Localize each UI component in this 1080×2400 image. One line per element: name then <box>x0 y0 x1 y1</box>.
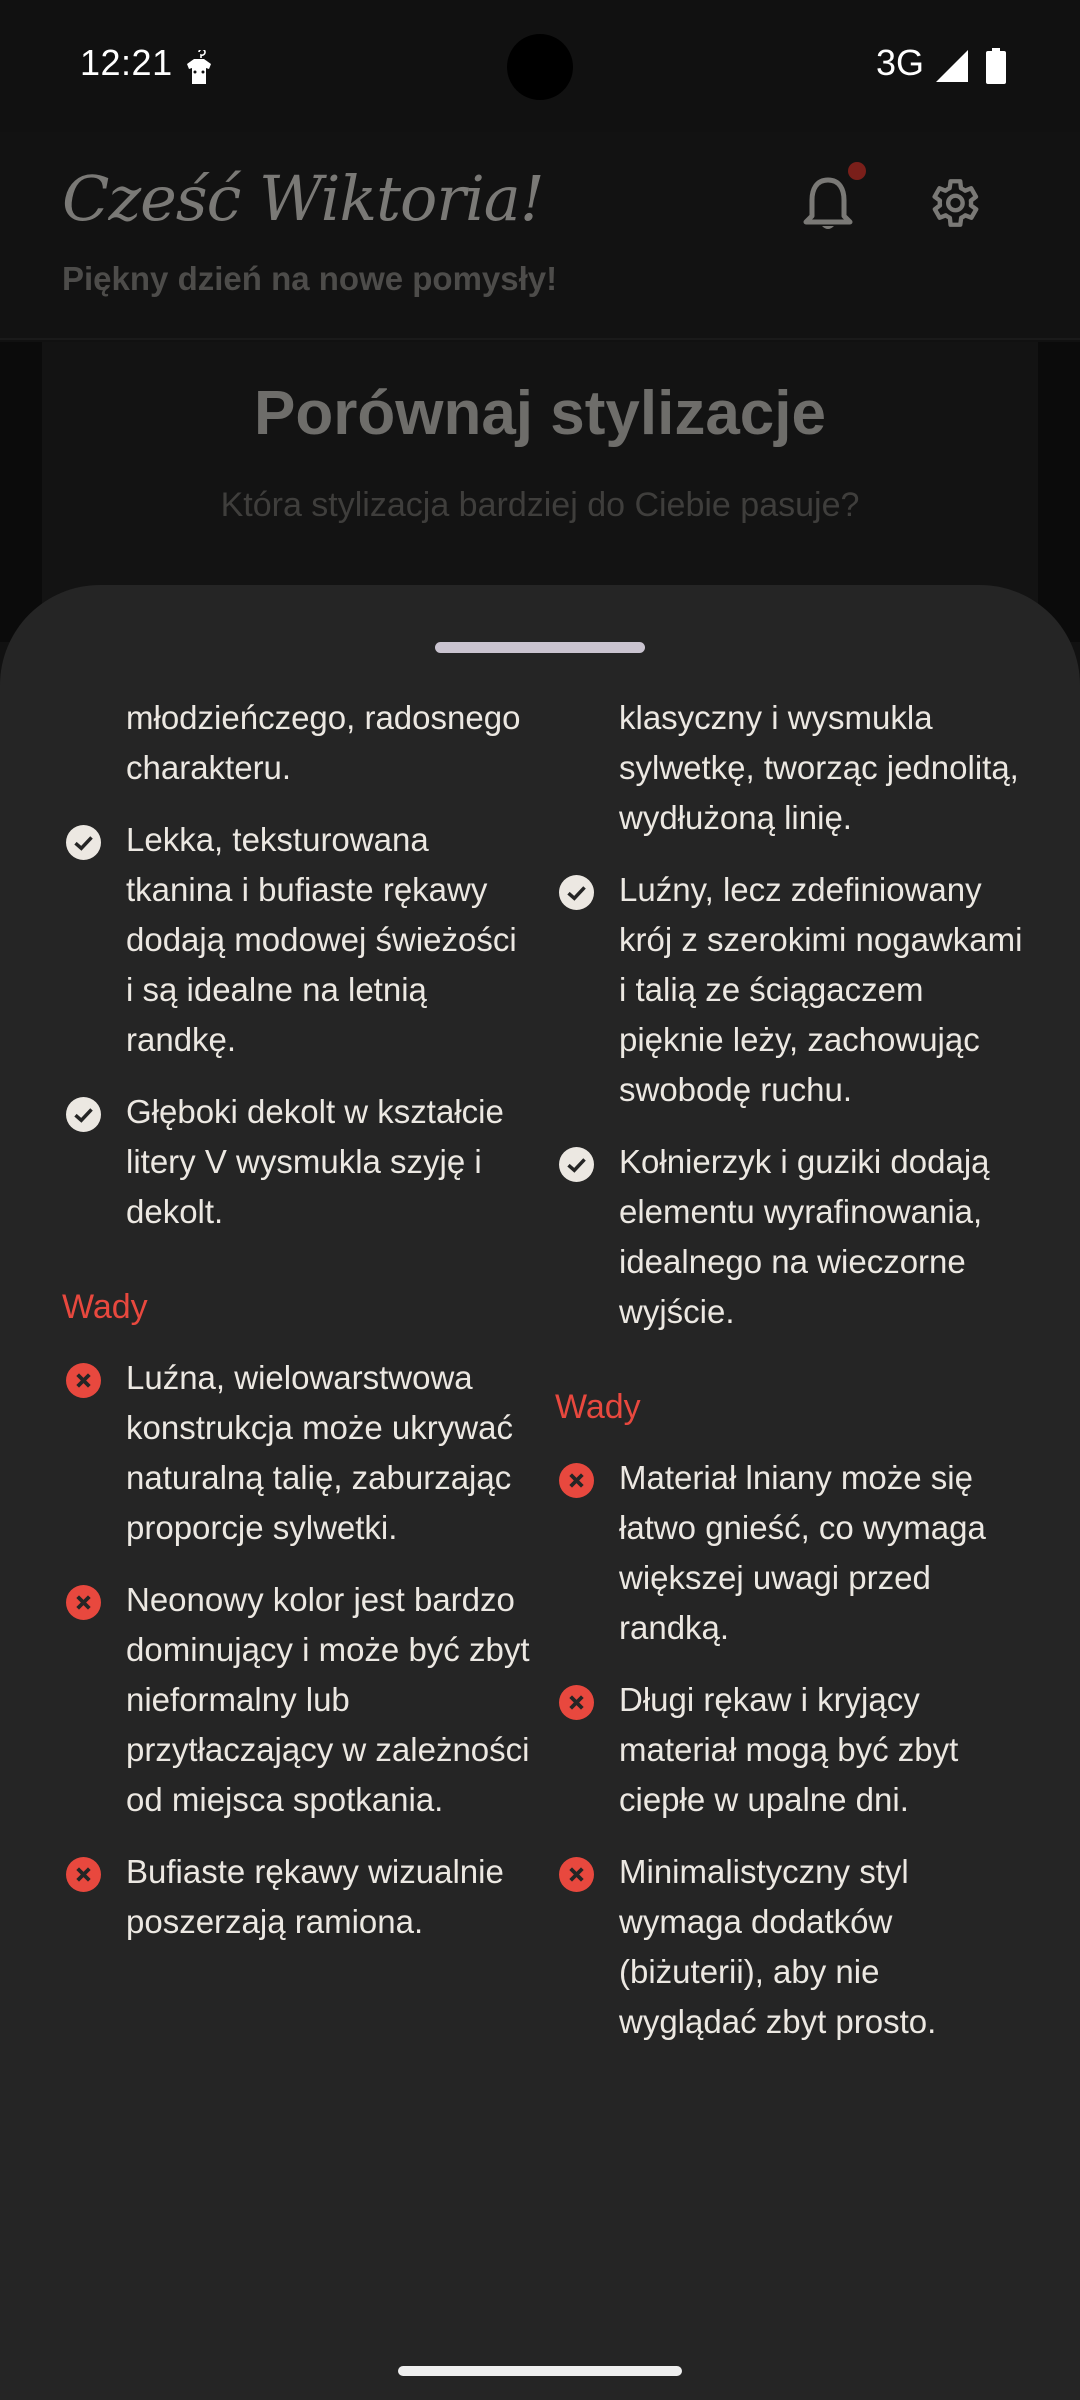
shirt-hanger-icon <box>184 50 214 86</box>
check-circle-icon <box>66 825 101 860</box>
x-circle-icon <box>66 1363 101 1398</box>
cons-heading: Wady <box>555 1388 641 1426</box>
home-indicator[interactable] <box>398 2366 682 2376</box>
outfit-left-column <box>62 693 532 1969</box>
con-item: Bufiaste rękawy wizualnie poszerzają ramiona. <box>62 1847 532 1947</box>
page-title: Porównaj stylizacje <box>254 379 826 448</box>
page-subtitle: Która stylizacja bardziej do Ciebie pasuje? <box>220 486 860 524</box>
pro-item: Lekka, teksturowana tkanina i bufiaste rękawy dodają modowej świeżości i są idealne na letnią randkę. <box>62 815 532 1065</box>
con-item: Materiał lniany może się łatwo gnieść, co wymaga większej uwagi przed randką. <box>555 1453 1025 1653</box>
check-circle-icon <box>66 1097 101 1132</box>
status-time: 12:21 <box>80 42 173 83</box>
network-type: 3G <box>876 42 925 83</box>
header <box>0 132 1080 340</box>
outfit-right-column <box>555 693 1025 2069</box>
drag-handle[interactable] <box>435 642 645 653</box>
pro-item: Kołnierzyk i guziki dodają elementu wyrafinowania, idealnego na wieczorne wyjście. <box>555 1137 1025 1337</box>
pro-item: Luźny, lecz zdefiniowany krój z szerokimi nogawkami i talią ze ściągaczem pięknie leży, zachowując swobodę ruchu. <box>555 865 1025 1115</box>
x-circle-icon <box>559 1463 594 1498</box>
pro-item: Głęboki dekolt w kształcie litery V wysmukla szyję i dekolt. <box>62 1087 532 1237</box>
x-circle-icon <box>559 1857 594 1892</box>
pro-item-continued: klasyczny i wysmukla sylwetkę, tworząc jednolitą, wydłużoną linię. <box>619 699 1019 836</box>
bell-icon[interactable] <box>800 174 856 234</box>
signal-icon <box>936 50 968 82</box>
greeting-subtitle: Piękny dzień na nowe pomysły! <box>62 260 558 297</box>
x-circle-icon <box>559 1685 594 1720</box>
greeting-title: Cześć Wiktoria! <box>62 162 544 235</box>
con-item: Minimalistyczny styl wymaga dodatków (biżuterii), aby nie wyglądać zbyt prosto. <box>555 1847 1025 2047</box>
battery-icon <box>986 48 1006 84</box>
cons-heading: Wady <box>62 1288 148 1326</box>
camera-cutout <box>507 34 573 100</box>
con-item: Długi rękaw i kryjący materiał mogą być zbyt ciepłe w upalne dni. <box>555 1675 1025 1825</box>
gear-icon[interactable] <box>924 174 982 232</box>
con-item: Neonowy kolor jest bardzo dominujący i może być zbyt nieformalny lub przytłaczający w zależności od miejsca spotkania. <box>62 1575 532 1825</box>
bottom-sheet[interactable] <box>0 585 1080 2400</box>
notification-badge <box>848 162 866 180</box>
pro-item-continued: młodzieńczego, radosnego charakteru. <box>126 699 521 786</box>
x-circle-icon <box>66 1857 101 1892</box>
status-bar <box>0 0 1080 132</box>
check-circle-icon <box>559 1147 594 1182</box>
check-circle-icon <box>559 875 594 910</box>
x-circle-icon <box>66 1585 101 1620</box>
con-item: Luźna, wielowarstwowa konstrukcja może ukrywać naturalną talię, zaburzając proporcje sylwetki. <box>62 1353 532 1553</box>
